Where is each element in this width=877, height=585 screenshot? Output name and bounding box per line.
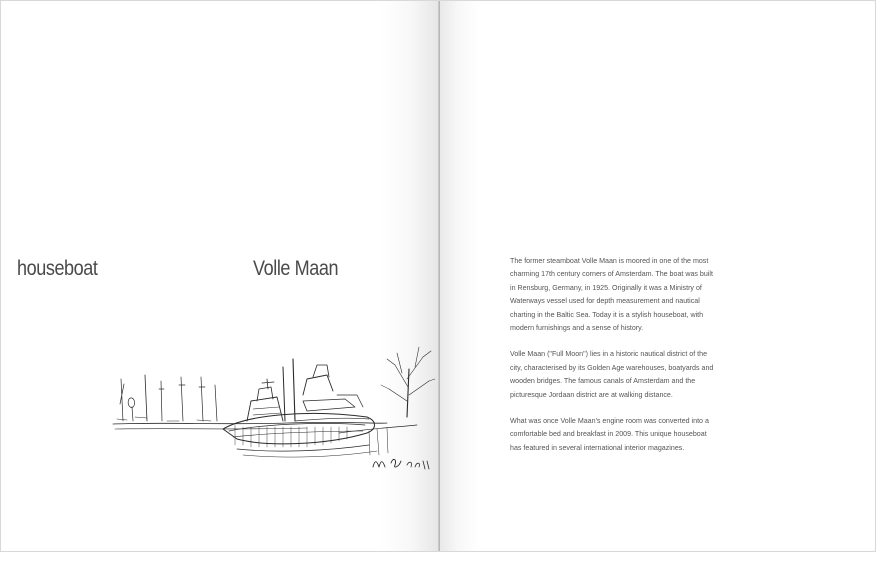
paragraph-bed-and-breakfast: What was once Volle Maan's engine room was converted into a comfortable bed and breakfast in 2009. This unique houseboat has featured in several international interior magazines. [510, 417, 709, 452]
left-page [1, 1, 439, 551]
body-text [510, 255, 720, 468]
paragraph-history: The former steamboat Volle Maan is moored in one of the most charming 17th century corners of Amsterdam. The boat was built in Rensburg, Germany, in 1925. Originally it was a Ministry of Waterways vessel used for depth measurement and nautical charting in the Baltic Sea. Today it is a stylish houseboat, with modern furnishings and a sense of history. [510, 257, 713, 333]
houseboat-sketch-illustration [107, 329, 437, 479]
title-houseboat: houseboat [17, 257, 98, 280]
gutter-shadow-right [439, 1, 479, 551]
title-volle-maan: Volle Maan [253, 257, 339, 280]
paragraph-location: Volle Maan ("Full Moon") lies in a historic nautical district of the city, characterised by its Golden Age warehouses, boatyards and wooden bridges. The famous canals of Amsterdam and the picturesque Jordaan district are at walking distance. [510, 350, 714, 399]
